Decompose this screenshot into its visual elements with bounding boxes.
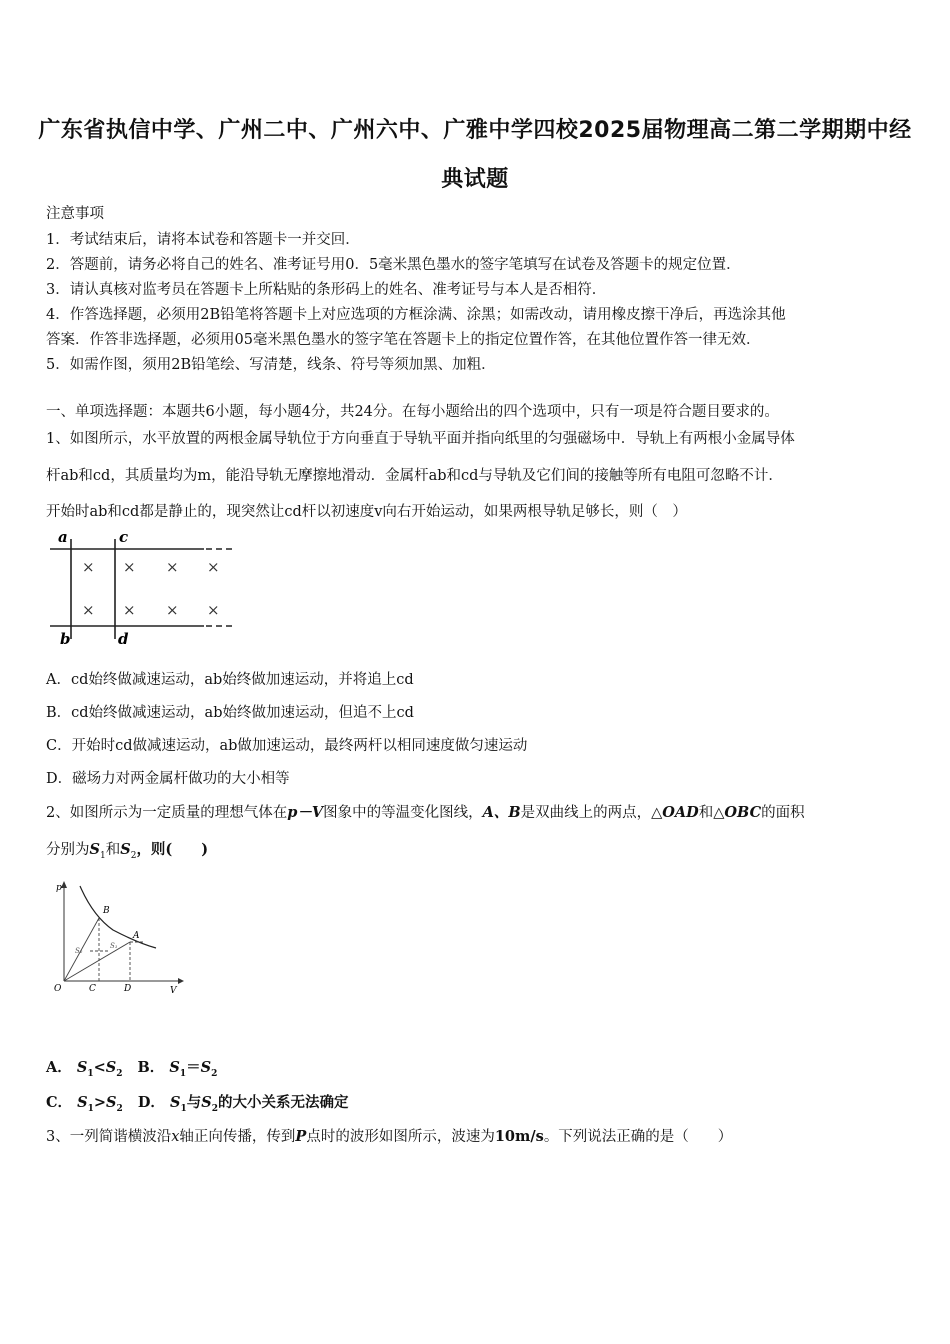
q3-text: 3、一列简谐横波沿 (46, 1129, 172, 1145)
field-mark: × (123, 558, 136, 576)
magnetic-field-marks (82, 558, 220, 619)
q2-ab: A、B (482, 804, 521, 821)
sub: 1 (179, 1068, 187, 1079)
q2-option-c-label: C． (46, 1094, 73, 1111)
v-axis-arrow (178, 978, 184, 984)
q2-option-b-label: B． (137, 1059, 165, 1076)
label-a: a (58, 528, 68, 546)
notice-item-4: 4．作答选择题，必须用2B铅笔将答题卡上对应选项的方框涂满、涂黑；如需改动，请用橡皮擦干净后，再选涂其他 (46, 307, 786, 323)
q1-stem-line-1: 1、如图所示，水平放置的两根金属导轨位于方向垂直于导轨平面并指向纸里的匀强磁场中．导轨上有两根小金属导体 (46, 431, 795, 447)
q2-option-d-s1: S (169, 1094, 181, 1111)
origin-label: O (54, 984, 62, 994)
q2-option-d-s2: S (201, 1094, 212, 1111)
notice-item-4-cont: 答案．作答非选择题，必须用05毫米黑色墨水的签字笔在答题卡上的指定位置作答，在其他位置作答一律无效． (46, 332, 761, 348)
q2-option-c-s2: S (106, 1094, 117, 1111)
q2-text: 是双曲线上的两点，△ (520, 805, 663, 821)
notice-item-3: 3．请认真核对监考员在答题卡上所粘贴的条形码上的姓名、准考证号与本人是否相符． (46, 282, 607, 298)
q2-text: ，则( ) (136, 841, 209, 858)
q2-option-b-s1: S (169, 1059, 180, 1076)
isotherm-curve (80, 886, 156, 948)
point-b-label: B (103, 906, 110, 916)
sub: 2 (116, 1068, 123, 1079)
notice-item-2: 2．答题前，请务必将自己的姓名、准考证号用0．5毫米黑色墨水的签字笔填写在试卷及答题卡的规定位置． (46, 257, 741, 273)
q1-option-d: D．磁场力对两金属杆做功的大小相等 (46, 771, 290, 787)
q2-text: 和 (105, 842, 121, 858)
q3-text: 点时的波形如图所示，波速为 (306, 1129, 495, 1145)
q2-option-a-s2: S (105, 1059, 117, 1076)
q1-stem-line-3: 开始时ab和cd都是静止的，现突然让cd杆以初速度v向右开始运动，如果两根导轨足够长，则（ ） (46, 504, 687, 520)
q1-option-c: C．开始时cd做减速运动，ab做加速运动，最终两杆以相同速度做匀速运动 (46, 738, 528, 754)
point-a-label: A (133, 931, 140, 941)
q1-option-b: B．cd始终做减速运动，ab始终做加速运动，但追不上cd (46, 705, 414, 721)
q2-s2: S (120, 841, 131, 858)
q2-s2-sub: 2 (130, 850, 137, 861)
line-oa (64, 942, 130, 981)
q3-speed: 10m/s (494, 1128, 544, 1145)
notice-item-1: 1．考试结束后，请将本试卷和答题卡一并交回． (46, 232, 360, 248)
label-d: d (118, 630, 129, 648)
field-mark: × (123, 601, 136, 619)
q2-options-row-2 (46, 1091, 348, 1114)
q2-obc: OBC (724, 804, 762, 821)
sub: 1 (87, 1068, 94, 1079)
q2-option-c-relation: > (93, 1094, 107, 1111)
notice-heading: 注意事项 (46, 206, 104, 222)
point-d-label: D (124, 984, 132, 994)
q1-stem-line-2: 杆ab和cd，其质量均为m，能沿导轨无摩擦地滑动．金属杆ab和cd与导轨及它们间的接触等所有电阻可忽略不计． (46, 468, 783, 484)
q2-options-row-1 (46, 1056, 217, 1079)
q2-stem-line-2 (46, 838, 208, 861)
sub: 1 (180, 1103, 187, 1114)
label-c: c (119, 528, 129, 546)
notice-item-5: 5．如需作图，须用2B铅笔绘、写清楚，线条、符号等须加黑、加粗． (46, 357, 496, 373)
q2-option-b-s2: S (200, 1059, 212, 1076)
q2-option-d-text: 的大小关系无法确定 (217, 1094, 349, 1111)
axis-v-label: V (170, 986, 177, 996)
axis-p-label: p (56, 883, 62, 893)
q1-rails-figure (44, 527, 244, 649)
q2-option-a-label: A． (46, 1059, 72, 1076)
q2-text: 的面积 (761, 805, 805, 821)
s1-area-label: S₁ (110, 942, 118, 950)
q3-text: 轴正向传播，传到 (179, 1129, 296, 1145)
q2-text: 和△ (698, 805, 725, 821)
q2-option-d-text: 与 (186, 1094, 202, 1111)
q2-option-c-s1: S (77, 1094, 88, 1111)
point-c-label: C (89, 984, 96, 994)
q2-option-a-s1: S (76, 1059, 88, 1076)
q2-s1-sub: 1 (99, 850, 106, 861)
q2-pv: p－V (287, 804, 324, 821)
s2-area-label: S₂ (75, 947, 83, 955)
q2-s1: S (89, 841, 100, 858)
q2-text: 2、如图所示为一定质量的理想气体在 (46, 805, 288, 821)
field-mark: × (82, 601, 95, 619)
field-mark: × (82, 558, 95, 576)
paper-title-line-1: 广东省执信中学、广州二中、广州六中、广雅中学四校2025届物理高二第二学期期中经 (38, 118, 912, 143)
section-heading: 一、单项选择题：本题共6小题，每小题4分，共24分。在每小题给出的四个选项中，只有一项是符合题目要求的。 (46, 404, 779, 420)
q2-option-a-relation: < (93, 1059, 106, 1076)
q2-oad: OAD (662, 804, 699, 821)
sub: 2 (211, 1103, 218, 1114)
q1-option-a: A．cd始终做减速运动，ab始终做加速运动，并将追上cd (46, 672, 414, 688)
field-mark: × (166, 558, 179, 576)
field-mark: × (207, 601, 220, 619)
q2-stem-line-1 (46, 801, 805, 822)
q2-option-d-label: D． (137, 1094, 165, 1111)
p-axis-arrow (61, 881, 67, 888)
sub: 2 (116, 1103, 123, 1114)
label-b: b (60, 630, 71, 648)
q2-text: 分别为 (46, 842, 90, 858)
q2-text: 图象中的等温变化图线， (323, 805, 483, 821)
field-mark: × (166, 601, 179, 619)
q2-pv-graph (48, 878, 188, 998)
paper-title-line-2: 典试题 (441, 167, 509, 192)
q3-p: P (295, 1128, 307, 1145)
q2-option-b-relation: ＝ (186, 1059, 201, 1076)
sub: 2 (211, 1068, 218, 1079)
q3-text: 。下列说法正确的是（ ） (543, 1129, 733, 1145)
sub: 1 (87, 1103, 94, 1114)
q3-stem (46, 1125, 732, 1146)
q3-x: x (171, 1129, 180, 1145)
field-mark: × (207, 558, 220, 576)
